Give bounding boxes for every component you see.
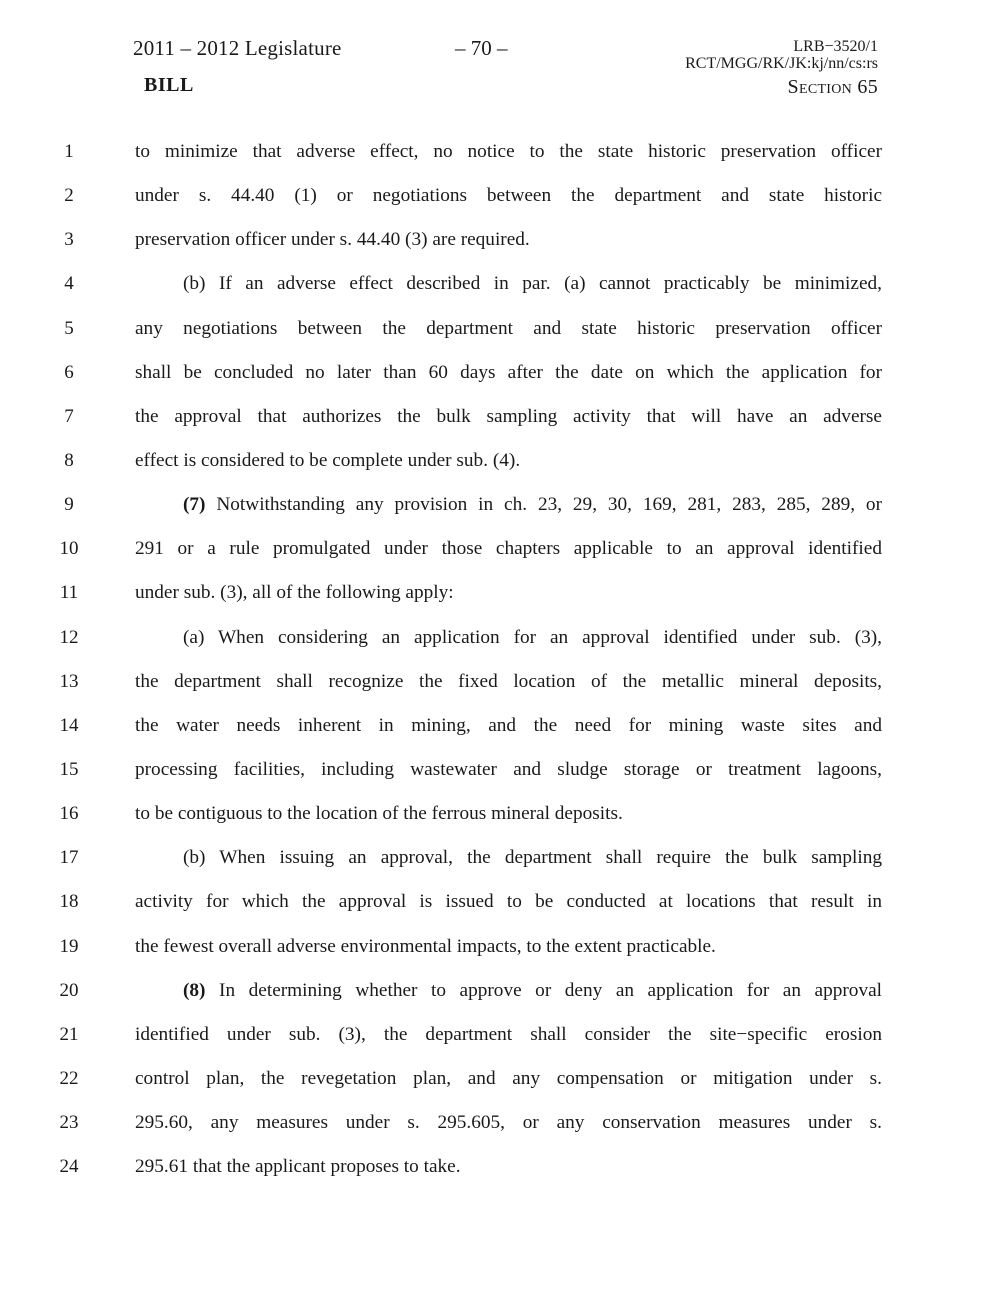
line-content: (b) If an adverse effect described in par. (a) cannot practicably be minimized, bbox=[183, 273, 882, 295]
line-number: 16 bbox=[59, 803, 79, 825]
line-text bbox=[183, 623, 882, 653]
section-label: Section 65 bbox=[787, 76, 878, 98]
bill-line bbox=[0, 932, 1000, 976]
drafter-codes: RCT/MGG/RK/JK:kj/nn/cs:rs bbox=[685, 55, 878, 72]
bill-line bbox=[0, 799, 1000, 843]
line-text bbox=[135, 711, 882, 741]
line-content: 295.61 that the applicant proposes to take. bbox=[135, 1156, 461, 1178]
line-number: 22 bbox=[59, 1067, 79, 1089]
line-number: 5 bbox=[64, 317, 74, 339]
line-content: the approval that authorizes the bulk sampling activity that will have an adverse bbox=[135, 405, 882, 427]
legislative-session: 2011 – 2012 Legislature bbox=[133, 36, 342, 60]
line-text bbox=[135, 1152, 882, 1182]
bill-line bbox=[0, 269, 1000, 313]
line-text bbox=[135, 534, 882, 564]
lrb-number: LRB−3520/1 bbox=[793, 38, 878, 55]
bill-line bbox=[0, 314, 1000, 358]
bill-line bbox=[0, 1108, 1000, 1152]
bill-line bbox=[0, 578, 1000, 622]
bill-body bbox=[0, 137, 1000, 1196]
line-number: 7 bbox=[64, 405, 74, 427]
line-content: effect is considered to be complete under sub. (4). bbox=[135, 449, 521, 471]
line-content: 291 or a rule promulgated under those chapters applicable to an approval identified bbox=[135, 538, 882, 560]
line-content: processing facilities, including wastewater and sludge storage or treatment lagoons, bbox=[135, 758, 882, 780]
bill-line bbox=[0, 623, 1000, 667]
line-text bbox=[183, 269, 882, 299]
line-text bbox=[135, 578, 882, 608]
line-content: 295.60, any measures under s. 295.605, or any conservation measures under s. bbox=[135, 1112, 882, 1134]
line-number: 11 bbox=[59, 582, 79, 604]
line-content: preservation officer under s. 44.40 (3) are required. bbox=[135, 229, 530, 251]
bill-line bbox=[0, 976, 1000, 1020]
line-content: shall be concluded no later than 60 days after the date on which the application for bbox=[135, 361, 882, 383]
line-text bbox=[135, 181, 882, 211]
line-number: 2 bbox=[64, 185, 74, 207]
line-number: 18 bbox=[59, 891, 79, 913]
line-text bbox=[135, 225, 882, 255]
line-content: to be contiguous to the location of the ferrous mineral deposits. bbox=[135, 803, 623, 825]
line-number: 23 bbox=[59, 1112, 79, 1134]
line-text bbox=[183, 976, 882, 1006]
line-number: 17 bbox=[59, 847, 79, 869]
line-content: (b) When issuing an approval, the department shall require the bulk sampling bbox=[183, 847, 882, 869]
line-content: under s. 44.40 (1) or negotiations between the department and state historic bbox=[135, 185, 882, 207]
bill-line bbox=[0, 225, 1000, 269]
line-content: to minimize that adverse effect, no notice to the state historic preservation officer bbox=[135, 141, 882, 162]
line-number: 13 bbox=[59, 670, 79, 692]
line-content: In determining whether to approve or deny an application for an approval bbox=[205, 979, 882, 1001]
line-text bbox=[135, 446, 882, 476]
line-text bbox=[135, 358, 882, 388]
bill-line bbox=[0, 181, 1000, 225]
bill-line bbox=[0, 887, 1000, 931]
line-text bbox=[183, 843, 882, 873]
bill-line bbox=[0, 358, 1000, 402]
line-text bbox=[135, 314, 882, 344]
subsection-number: (7) bbox=[183, 494, 206, 516]
line-number: 24 bbox=[59, 1156, 79, 1178]
line-text bbox=[135, 887, 882, 917]
line-number: 12 bbox=[59, 626, 79, 648]
bill-line bbox=[0, 534, 1000, 578]
document-type: BILL bbox=[144, 74, 194, 96]
line-number: 21 bbox=[59, 1023, 79, 1045]
page-number: – 70 – bbox=[455, 36, 508, 60]
line-text bbox=[135, 1064, 882, 1094]
bill-line bbox=[0, 667, 1000, 711]
line-number: 4 bbox=[64, 273, 74, 295]
line-number: 3 bbox=[64, 229, 74, 251]
line-text bbox=[135, 1020, 882, 1050]
line-content: any negotiations between the department and state historic preservation officer bbox=[135, 317, 882, 339]
bill-identifiers bbox=[685, 38, 878, 72]
line-text bbox=[135, 755, 882, 785]
line-text bbox=[135, 799, 882, 829]
line-content: under sub. (3), all of the following apply: bbox=[135, 582, 454, 604]
line-content: control plan, the revegetation plan, and any compensation or mitigation under s. bbox=[135, 1067, 882, 1089]
line-number: 14 bbox=[59, 714, 79, 736]
line-text bbox=[135, 932, 882, 962]
bill-line bbox=[0, 1064, 1000, 1108]
line-text bbox=[135, 402, 882, 432]
line-content: Notwithstanding any provision in ch. 23, 29, 30, 169, 281, 283, 285, 289, or bbox=[205, 494, 882, 516]
line-text bbox=[135, 667, 882, 697]
bill-line bbox=[0, 843, 1000, 887]
bill-line bbox=[0, 402, 1000, 446]
bill-line bbox=[0, 1152, 1000, 1196]
bill-line bbox=[0, 137, 1000, 181]
bill-line bbox=[0, 446, 1000, 490]
line-text bbox=[183, 490, 882, 520]
line-content: activity for which the approval is issued to be conducted at locations that result in bbox=[135, 891, 882, 913]
line-number: 20 bbox=[59, 979, 79, 1001]
subsection-number: (8) bbox=[183, 979, 206, 1001]
bill-line bbox=[0, 1020, 1000, 1064]
line-content: the fewest overall adverse environmental impacts, to the extent practicable. bbox=[135, 935, 716, 957]
line-number: 19 bbox=[59, 935, 79, 957]
line-number: 15 bbox=[59, 758, 79, 780]
line-content: identified under sub. (3), the department shall consider the site−specific erosion bbox=[135, 1023, 882, 1045]
line-number: 1 bbox=[64, 141, 74, 162]
line-content: (a) When considering an application for an approval identified under sub. (3), bbox=[183, 626, 882, 648]
line-text bbox=[135, 137, 882, 167]
line-content: the water needs inherent in mining, and the need for mining waste sites and bbox=[135, 714, 882, 736]
line-number: 9 bbox=[64, 494, 74, 516]
bill-line bbox=[0, 490, 1000, 534]
bill-line bbox=[0, 711, 1000, 755]
line-number: 10 bbox=[59, 538, 79, 560]
line-text bbox=[135, 1108, 882, 1138]
line-number: 8 bbox=[64, 449, 74, 471]
line-number: 6 bbox=[64, 361, 74, 383]
bill-line bbox=[0, 755, 1000, 799]
line-content: the department shall recognize the fixed location of the metallic mineral deposits, bbox=[135, 670, 882, 692]
